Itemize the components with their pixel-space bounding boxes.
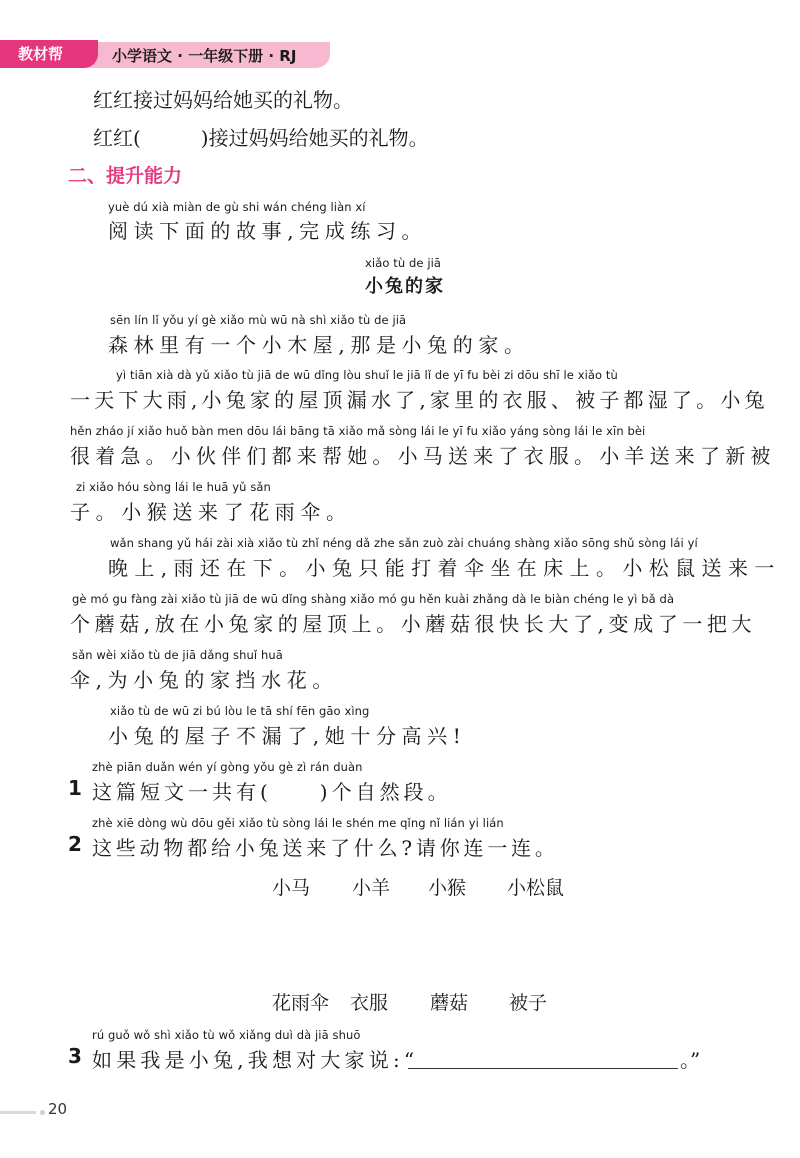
question-pinyin: zhè piān duǎn wén yí gòng yǒu gè zì rán duàn <box>92 760 363 774</box>
page-number: 20 <box>48 1100 68 1118</box>
instruction-text: 阅读下面的故事,完成练习。 <box>108 219 428 243</box>
story-title-pinyin: xiǎo tù de jiā <box>365 256 442 270</box>
story-line-pinyin: zi xiǎo hóu sòng lái le huā yǔ sǎn <box>76 480 271 494</box>
example-sentence: 红红接过妈妈给她买的礼物。 <box>93 88 353 112</box>
story-line: 个蘑菇,放在小兔家的屋顶上。小蘑菇很快长大了,变成了一把大 <box>70 612 757 636</box>
answer-blank-line[interactable] <box>408 1068 678 1069</box>
story-line-pinyin: gè mó gu fàng zài xiǎo tù jiā de wū dǐng shàng xiǎo mó gu hěn kuài zhǎng dà le biàn chéng le yì bǎ dà <box>72 592 675 606</box>
item-label: 被子 <box>509 992 548 1014</box>
story-line-pinyin: wǎn shang yǔ hái zài xià xiǎo tù zhǐ néng dǎ zhe sǎn zuò zài chuáng shàng xiǎo sōng shǔ sòng lái yí <box>110 536 698 550</box>
story-line-pinyin: hěn zháo jí xiǎo huǒ bàn men dōu lái bāng tā xiǎo mǎ sòng lái le yī fu xiǎo yáng sòng lái le xīn bèi <box>70 424 646 438</box>
header-title: 小学语文 · 一年级下册 · RJ <box>112 47 297 65</box>
story-line: 晚上,雨还在下。小兔只能打着伞坐在床上。小松鼠送来一 <box>108 556 781 580</box>
story-line-pinyin: yì tiān xià dà yǔ xiǎo tù jiā de wū dǐng lòu shuǐ le jiā lǐ de yī fu bèi zi dōu shī le xiǎo tù <box>116 368 618 382</box>
question-number: 2 <box>68 832 82 856</box>
footer-dot <box>40 1110 45 1115</box>
animal-label: 小马 <box>272 877 311 899</box>
item-label: 衣服 <box>350 992 389 1014</box>
footer-dash <box>0 1111 36 1114</box>
story-line-pinyin: sēn lín lǐ yǒu yí gè xiǎo mù wū nà shì xiǎo tù de jiā <box>110 313 407 327</box>
question-pinyin: zhè xiē dòng wù dōu gěi xiǎo tù sòng lái le shén me qǐng nǐ lián yi lián <box>92 816 504 830</box>
story-line: 森林里有一个小木屋,那是小兔的家。 <box>108 333 530 357</box>
story-line: 小兔的屋子不漏了,她十分高兴! <box>108 724 467 748</box>
question-text: 这篇短文一共有( )个自然段。 <box>92 780 452 804</box>
header-tag-text: 教材帮 <box>18 45 64 63</box>
animal-label: 小羊 <box>352 877 391 899</box>
fill-in-sentence: 红红( )接过妈妈给她买的礼物。 <box>93 126 429 150</box>
question-text-end: 。” <box>680 1048 701 1072</box>
question-text: 这些动物都给小兔送来了什么?请你连一连。 <box>92 836 559 860</box>
story-line-pinyin: xiǎo tù de wū zi bú lòu le tā shí fēn gāo xìng <box>110 704 370 718</box>
animal-label: 小猴 <box>428 877 467 899</box>
item-label: 花雨伞 <box>272 992 330 1014</box>
question-pinyin: rú guǒ wǒ shì xiǎo tù wǒ xiǎng duì dà jiā shuō <box>92 1028 361 1042</box>
story-line: 子。小猴送来了花雨伞。 <box>70 500 352 524</box>
question-number: 1 <box>68 776 82 800</box>
item-label: 蘑菇 <box>430 992 469 1014</box>
section-title: 二、提升能力 <box>68 165 183 187</box>
story-line-pinyin: sǎn wèi xiǎo tù de jiā dǎng shuǐ huā <box>72 648 283 662</box>
question-number: 3 <box>68 1044 82 1068</box>
instruction-pinyin: yuè dú xià miàn de gù shi wán chéng liàn xí <box>108 200 366 214</box>
story-line: 一天下大雨,小兔家的屋顶漏水了,家里的衣服、被子都湿了。小兔 <box>70 388 769 412</box>
animal-label: 小松鼠 <box>507 877 565 899</box>
story-line: 伞,为小兔的家挡水花。 <box>70 668 338 692</box>
story-line: 很着急。小伙伴们都来帮她。小马送来了衣服。小羊送来了新被 <box>70 444 776 468</box>
story-title: 小兔的家 <box>365 276 445 297</box>
question-text: 如果我是小兔,我想对大家说:“ <box>92 1048 419 1072</box>
